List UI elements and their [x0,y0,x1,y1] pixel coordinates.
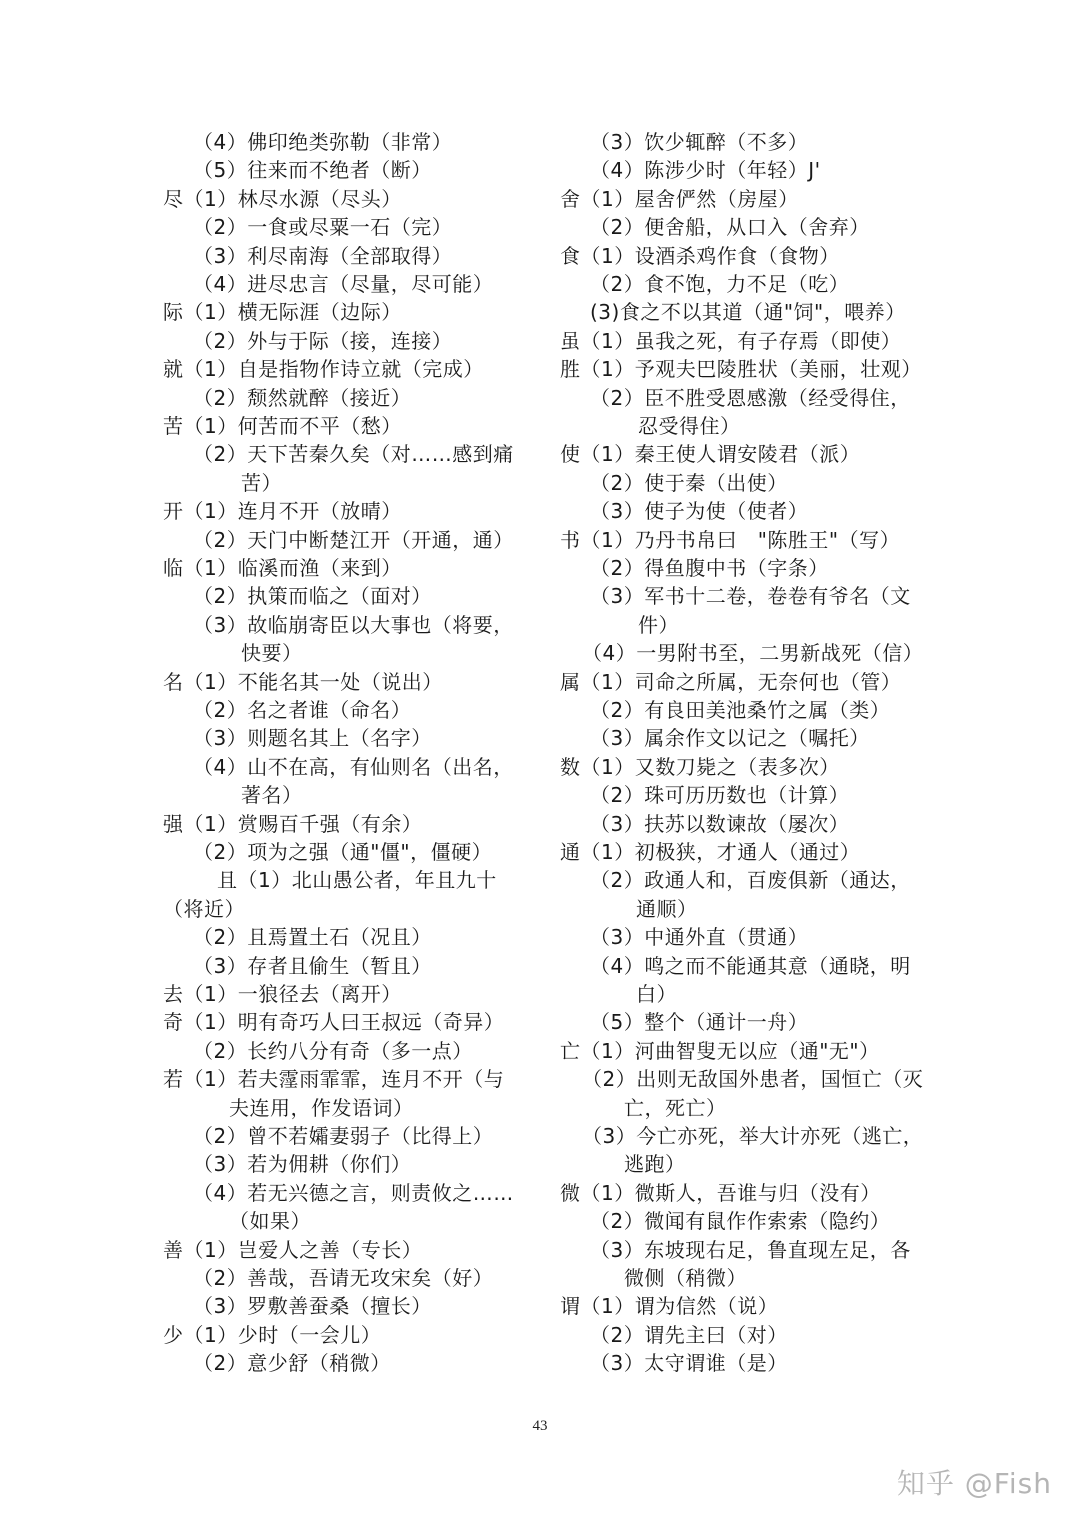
entry-line: 苦（1）何苦而不平（愁） [163,414,402,438]
entry-line: （2）出则无敌国外患者，国恒亡（灭 [582,1067,924,1092]
entry-line: 就（1）自是指物作诗立就（完成） [163,357,484,382]
entry-line: （3）军书十二卷，卷卷有爷名（文 [590,584,911,609]
watermark: 知乎 @Fish [896,1467,1052,1500]
entry-line: 舍（1）屋舍俨然（房屋） [560,186,799,211]
entry-line: （2）天下苦秦久矣（对……感到痛 [193,442,514,467]
entry-line: （2）一食或尽粟一石（完） [193,215,453,240]
entry-line: （2）外与于际（接，连接） [193,328,453,353]
entry-line: （3）使子为使（使者） [590,499,809,524]
entry-line: 微侧（稍微） [624,1266,747,1290]
entry-line: 名（1）不能名其一处（说出） [163,669,443,694]
entry-line: 奇（1）明有奇巧人曰王叔远（奇异） [163,1010,505,1035]
entry-line: （2）名之者谁（命名） [193,698,412,722]
entry-line: 属（1）司命之所属，无奈何也（管） [560,669,902,694]
entry-line: （2）便舍船，从口入（舍弃） [590,215,870,240]
entry-line: （2）臣不胜受恩感激（经受得住， [590,385,911,410]
entry-line: 虽（1）虽我之死，有子存焉（即使） [560,328,902,353]
entry-line: （2）执策而临之（面对） [193,584,432,609]
entry-line: 食（1）设酒杀鸡作食（食物） [560,243,840,268]
entry-line: （3）太守谓谁（是） [590,1351,788,1376]
entry-line: 尽（1）林尽水源（尽头） [163,186,402,211]
entry-line: （3）故临崩寄臣以大事也（将要， [193,612,514,637]
entry-line: （4）若无兴德之言，则责攸之…… [193,1180,514,1205]
entry-line: （4）一男附书至，二男新战死（信） [582,641,924,666]
entry-line: 亡（1）河曲智叟无以应（通"无"） [560,1038,880,1063]
entry-line: （4）山不在高，有仙则名（出名， [193,754,514,779]
entry-line: （如果） [229,1209,311,1234]
entry-line: （3）饮少辄醉（不多） [590,130,809,154]
entry-line: 善（1）岂爱人之善（专长） [163,1237,423,1262]
entry-line: （3）扶苏以数谏故（屡次） [590,811,850,836]
entry-line: （3）东坡现右足，鲁直现左足，各 [590,1237,911,1262]
entry-line: （3）中通外直（贯通） [590,925,809,950]
entry-line: （5）往来而不绝者（断） [193,158,432,183]
entry-line: 著名） [241,783,303,808]
entry-line: 微（1）微斯人，吾谁与归（没有） [560,1180,881,1205]
entry-line: （4）陈涉少时（年轻）J' [590,158,821,183]
entry-line: （2）微闻有鼠作作索索（隐约） [590,1209,891,1234]
entry-line: 通顺） [636,896,698,921]
entry-line: (3)食之不以其道（通"饲"，喂养） [590,300,906,325]
entry-line: 少（1）少时（一会儿） [163,1322,382,1347]
entry-line: 际（1）横无际涯（边际） [163,300,402,325]
entry-line: （2）项为之强（通"僵"，僵硬） [193,840,493,864]
entry-line: 去（1）一狼径去（离开） [163,982,402,1006]
entry-line: （2）珠可历历数也（计算） [590,783,850,808]
entry-line: （3）存者且偷生（暂且） [193,953,432,978]
entry-line: （2）长约八分有奇（多一点） [193,1038,473,1063]
entry-line: 强（1）赏赐百千强（有余） [163,811,423,836]
entry-line: 开（1）连月不开（放晴） [163,499,402,524]
entry-line: （3）利尽南海（全部取得） [193,243,453,268]
entry-line: 谓（1）谓为信然（说） [560,1294,779,1319]
entry-line: （2）谓先主曰（对） [590,1322,788,1347]
entry-line: （4）佛印绝类弥勒（非常） [193,130,453,154]
entry-line: （2）食不饱，力不足（吃） [590,272,850,296]
entry-line: （2）有良田美池桑竹之属（类） [590,698,891,722]
entry-line: 使（1）秦王使人谓安陵君（派） [560,442,861,467]
entry-line: （2）得鱼腹中书（字条） [590,556,829,580]
entry-line: 若（1）若夫霪雨霏霏，连月不开（与 [163,1067,505,1092]
entry-line: 逃跑） [624,1152,686,1177]
entry-line: （2）曾不若孀妻弱子（比得上） [193,1124,494,1148]
entry-line: 数（1）又数刀毙之（表多次） [560,754,840,779]
entry-line: （3）属余作文以记之（嘱托） [590,726,870,751]
entry-line: （2）使于秦（出使） [590,470,788,495]
entry-line: 忍受得住） [638,414,741,438]
entry-line: （4）进尽忠言（尽量，尽可能） [193,272,494,296]
entry-line: （2）善哉，吾请无攻宋矣（好） [193,1266,494,1290]
entry-line: （2）政通人和，百废俱新（通达， [590,868,911,893]
entry-line: 苦） [241,470,282,495]
entry-line: （将近） [163,896,245,921]
entry-line: （3）罗敷善蚕桑（擅长） [193,1294,432,1319]
entry-line: 书（1）乃丹书帛曰 "陈胜王"（写） [560,527,901,552]
entry-line: 通（1）初极狭，才通人（通过） [560,840,861,864]
entry-line: （2）天门中断楚江开（开通，通） [193,527,514,552]
entry-line: （2）意少舒（稍微） [193,1351,391,1376]
page-number: 43 [532,1418,548,1434]
entry-line: 且（1）北山愚公者，年且九十 [217,868,497,893]
entry-line: 胜（1）予观夫巴陵胜状（美丽，壮观） [560,357,922,382]
entry-line: （2）颓然就醉（接近） [193,385,412,410]
entry-line: 夫连用，作发语词） [229,1095,414,1120]
entry-line: （3）今亡亦死，举大计亦死（逃亡， [582,1124,924,1148]
entry-line: 亡，死亡） [624,1095,727,1120]
entry-line: （3）若为佣耕（你们） [193,1152,412,1177]
entry-line: （2）且焉置土石（况且） [193,925,432,950]
entry-line: 临（1）临溪而渔（来到） [163,556,402,580]
entry-line: 快要） [241,641,303,666]
entry-line: 白） [636,982,677,1006]
entry-line: （4）鸣之而不能通其意（通晓，明 [590,953,911,978]
entry-line: （3）则题名其上（名字） [193,726,432,751]
entry-line: 件） [638,612,679,637]
entry-line: （5）整个（通计一舟） [590,1010,809,1035]
